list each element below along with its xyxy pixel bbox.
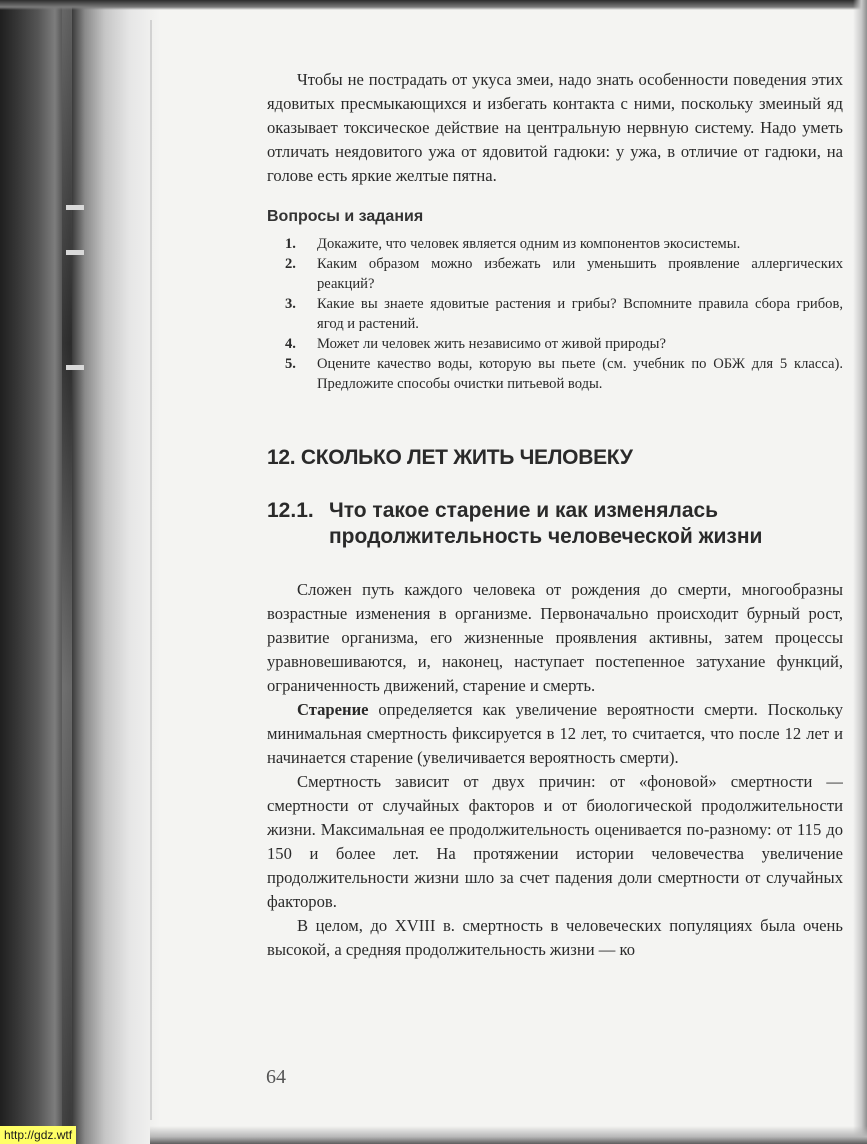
question-text: Каким образом можно избежать или уменьшить проявление аллергических реакций? xyxy=(317,256,843,292)
book-spine-shadow xyxy=(0,0,160,1144)
section-title-line1: Что такое старение и как изменялась xyxy=(329,499,719,522)
question-item xyxy=(285,294,843,334)
scan-mark xyxy=(66,365,84,370)
page-right-edge xyxy=(853,0,867,1144)
paragraph-history: В целом, до XVIII в. смертность в человеческих популяциях была очень высокой, а средняя продолжительность жизни — ко xyxy=(267,916,843,959)
page-fold-line xyxy=(150,20,152,1120)
intro-paragraph: Чтобы не пострадать от укуса змеи, надо знать особенности поведения этих ядовитых пресмыкающихся и избегать контакта с ними, поскольку змеиный яд оказывает токсическое действие на центральную нервную систему. Надо уметь отличать неядовитого ужа от ядовитой гадюки: у ужа, в отличие от гадюки, на голове есть яркие желтые пятна. xyxy=(267,70,843,185)
page-content xyxy=(267,68,843,962)
questions-heading: Вопросы и задания xyxy=(267,208,424,225)
questions-list xyxy=(267,234,843,394)
question-text: Может ли человек жить независимо от живой природы? xyxy=(317,336,666,352)
scan-streak xyxy=(62,0,72,1144)
question-item xyxy=(285,254,843,294)
question-item xyxy=(285,334,843,354)
paragraph-aging-text: определяется как увеличение вероятности смерти. Поскольку минимальная смертность фиксируется в 12 лет, то считается, что после 12 лет и начинается старение (увеличивается вероятность смерти). xyxy=(267,700,843,767)
question-number: 5. xyxy=(285,356,296,372)
question-item xyxy=(285,354,843,394)
paragraph-aging-definition xyxy=(267,698,843,770)
question-number: 2. xyxy=(285,256,296,272)
question-item xyxy=(285,234,843,254)
paragraph-mortality: Смертность зависит от двух причин: от «фоновой» смертности — смертности от случайных факторов и от биологической продолжительности жизни. Максимальная ее продолжительность оценивается по-разному: от 115 до 150 и более лет. На протяжении истории человечества увеличение продолжительности жизни шло за счет падения доли смертности от случайных факторов. xyxy=(267,772,843,911)
section-title xyxy=(267,498,843,550)
term-aging: Старение xyxy=(297,700,369,719)
question-text: Докажите, что человек является одним из компонентов экосистемы. xyxy=(317,236,741,252)
page-bottom-edge xyxy=(150,1126,867,1144)
page-number: 64 xyxy=(266,1066,286,1088)
paragraph-development: Сложен путь каждого человека от рождения до смерти, многообразны возрастные изменения в организме. Первоначально происходит бурный рост, развитие организма, его жизненные проявления активны, затем процессы уравновешиваются, и, наконец, наступает постепенное затухание функций, ограниченность движений, старение и смерть. xyxy=(267,580,843,695)
chapter-title: 12. СКОЛЬКО ЛЕТ ЖИТЬ ЧЕЛОВЕКУ xyxy=(267,446,633,469)
question-number: 3. xyxy=(285,296,296,312)
source-watermark[interactable]: http://gdz.wtf xyxy=(0,1126,76,1144)
question-number: 1. xyxy=(285,236,296,252)
scan-mark xyxy=(66,205,84,210)
scan-mark xyxy=(66,250,84,255)
section-title-line2: продолжительность человеческой жизни xyxy=(329,525,763,548)
question-text: Какие вы знаете ядовитые растения и грибы? Вспомните правила сбора грибов, ягод и растений. xyxy=(317,296,843,332)
question-number: 4. xyxy=(285,336,296,352)
question-text: Оцените качество воды, которую вы пьете (см. учебник по ОБЖ для 5 класса). Предложите способы очистки питьевой воды. xyxy=(317,356,843,392)
page-top-edge xyxy=(0,0,867,10)
section-number: 12.1. xyxy=(267,499,314,522)
